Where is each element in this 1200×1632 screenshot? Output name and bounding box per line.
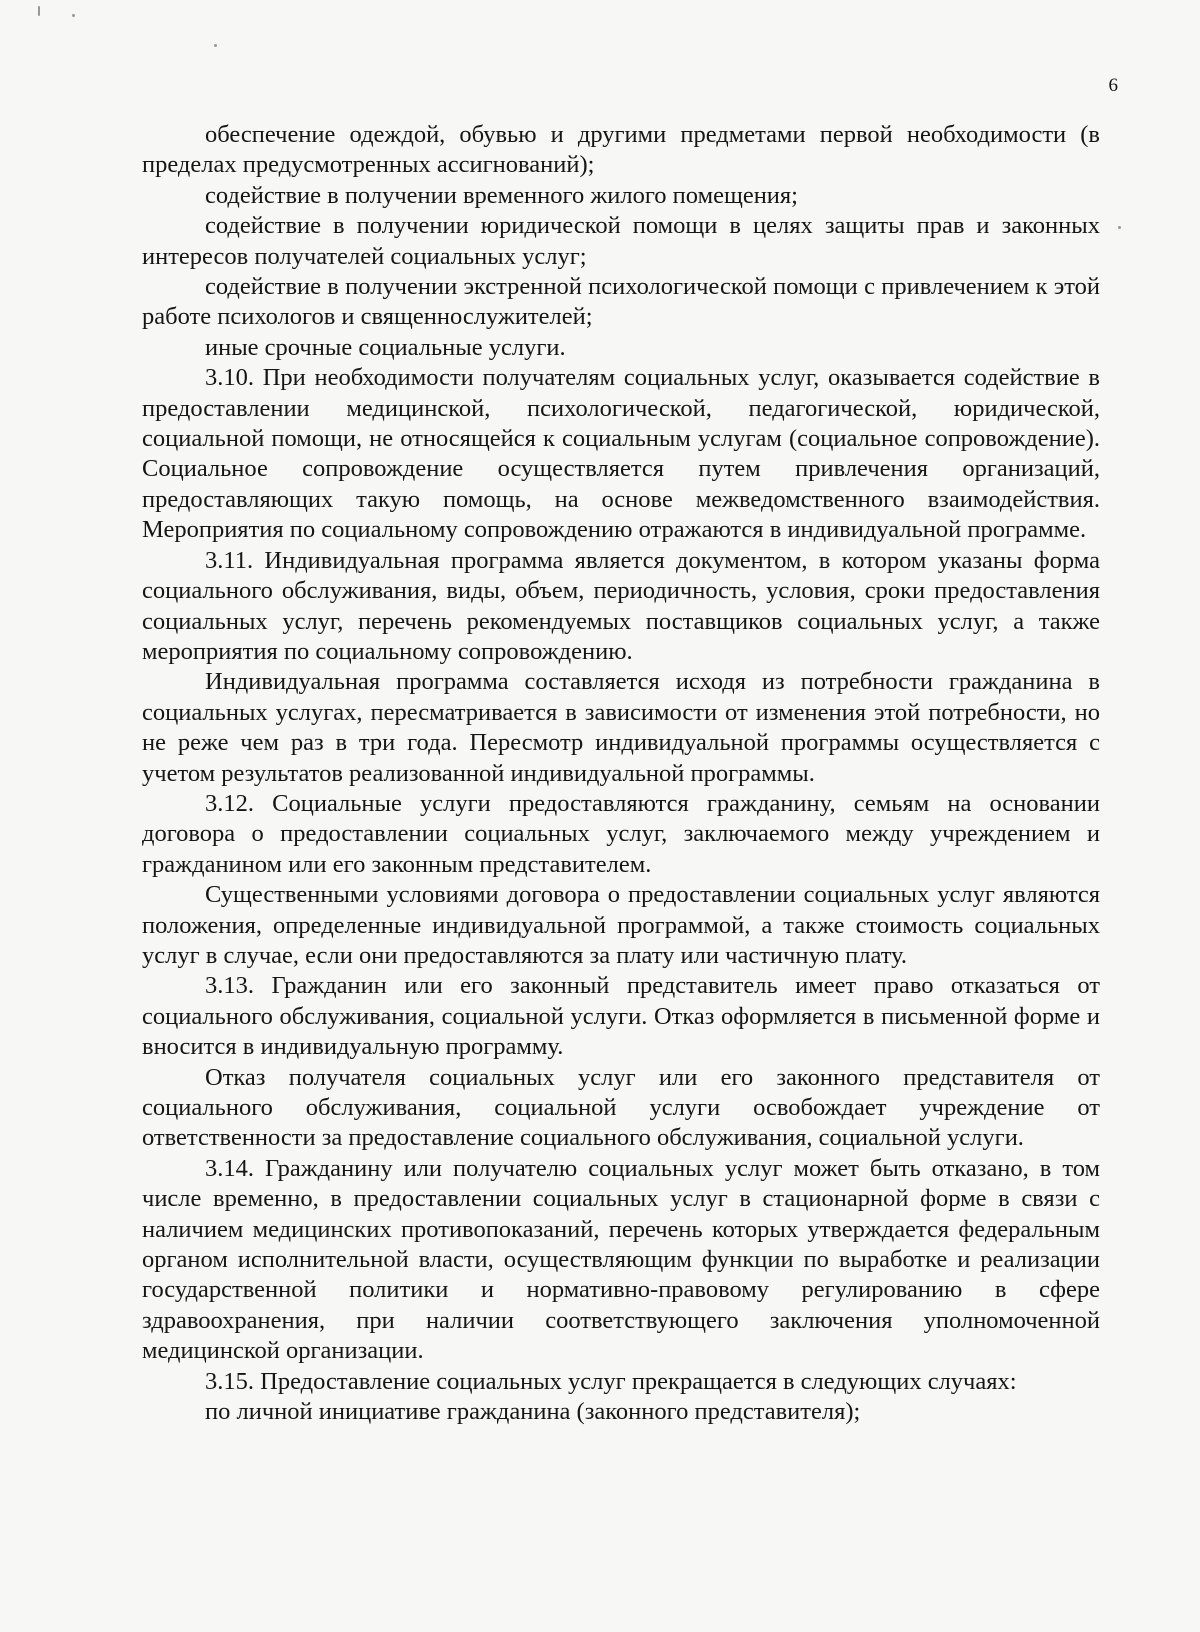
paragraph: иные срочные социальные услуги. bbox=[205, 333, 566, 361]
scan-speck bbox=[72, 14, 75, 17]
paragraph-3-10: 3.10. При необходимости получателям социальных услуг, оказывается содействие в предоставлении медицинской, психологической, педагогической, юридической, социальной помощи, не относящейся к социальным услугам (социальное сопровождение). Социальное сопровождение осуществляется путем привлечения организаций, предоставляющих такую помощь, на основе межведомственного взаимодействия. Мероприятия по социальному сопровождению отражаются в индивидуальной программе. bbox=[142, 364, 1100, 544]
paragraph-3-15: 3.15. Предоставление социальных услуг прекращается в следующих случаях: bbox=[205, 1367, 1017, 1395]
scan-speck bbox=[214, 44, 217, 47]
scan-speck bbox=[1118, 226, 1121, 229]
paragraph: Индивидуальная программа составляется исходя из потребности гражданина в социальных услугах, пересматривается в зависимости от изменения этой потребности, но не реже чем раз в три года. Пересмотр индивидуальной программы осуществляется с учетом результатов реализованной индивидуальной программы. bbox=[142, 668, 1100, 787]
paragraph: содействие в получении юридической помощи в целях защиты прав и законных интересов получателей социальных услуг; bbox=[142, 212, 1100, 270]
scan-speck bbox=[38, 6, 40, 16]
paragraph: содействие в получении временного жилого помещения; bbox=[205, 181, 798, 209]
paragraph: Отказ получателя социальных услуг или его законного представителя от социального обслуживания, социальной услуги освобождает учреждение от ответственности за предоставление социального обслуживания, социальной услуги. bbox=[142, 1063, 1100, 1152]
document-body bbox=[142, 120, 1100, 1427]
paragraph-3-14: 3.14. Гражданину или получателю социальных услуг может быть отказано, в том числе временно, в предоставлении социальных услуг в стационарной форме в связи с наличием медицинских противопоказаний, перечень которых утверждается федеральным органом исполнительной власти, осуществляющим функции по выработке и реализации государственной политики и нормативно-правовому регулированию в сфере здравоохранения, при наличии соответствующего заключения уполномоченной медицинской организации. bbox=[142, 1154, 1100, 1365]
paragraph-3-11: 3.11. Индивидуальная программа является документом, в котором указаны форма социального обслуживания, виды, объем, периодичность, условия, сроки предоставления социальных услуг, перечень рекомендуемых поставщиков социальных услуг, а также мероприятия по социальному сопровождению. bbox=[142, 546, 1100, 665]
paragraph: Существенными условиями договора о предоставлении социальных услуг являются положения, определенные индивидуальной программой, а также стоимость социальных услуг в случае, если они предоставляются за плату или частичную плату. bbox=[142, 881, 1100, 969]
paragraph: по личной инициативе гражданина (законного представителя); bbox=[205, 1398, 861, 1426]
paragraph: содействие в получении экстренной психологической помощи с привлечением к этой работе психологов и священнослужителей; bbox=[142, 273, 1100, 331]
paragraph-3-12: 3.12. Социальные услуги предоставляются гражданину, семьям на основании договора о предоставлении социальных услуг, заключаемого между учреждением и гражданином или его законным представителем. bbox=[142, 789, 1100, 878]
page-number: 6 bbox=[1108, 75, 1118, 96]
paragraph: обеспечение одеждой, обувью и другими предметами первой необходимости (в пределах предусмотренных ассигнований); bbox=[142, 121, 1100, 179]
paragraph-3-13: 3.13. Гражданин или его законный представитель имеет право отказаться от социального обслуживания, социальной услуги. Отказ оформляется в письменной форме и вносится в индивидуальную программу. bbox=[142, 972, 1100, 1061]
